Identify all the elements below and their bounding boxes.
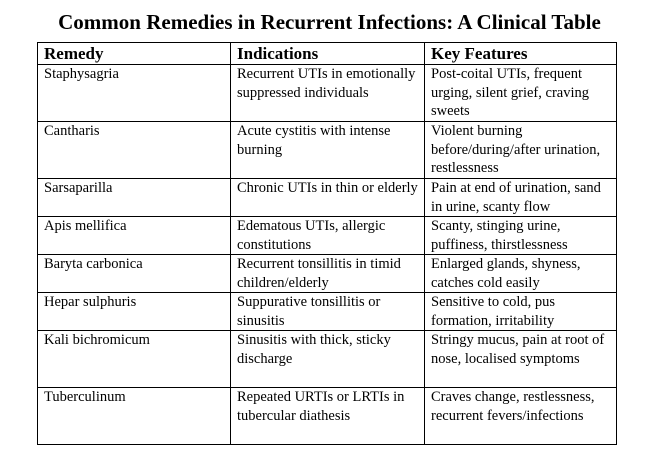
- indications-cell: Recurrent UTIs in emotionally suppressed individuals: [231, 65, 425, 122]
- indications-cell: Sinusitis with thick, sticky discharge: [231, 331, 425, 388]
- document-title: Common Remedies in Recurrent Infections: A Clinical Table: [58, 10, 601, 34]
- indications-cell: Suppurative tonsillitis or sinusitis: [231, 293, 425, 331]
- table-row: [38, 331, 617, 388]
- remedy-cell: Tuberculinum: [38, 388, 231, 445]
- features-cell: Post-coital UTIs, frequent urging, silent grief, craving sweets: [425, 65, 617, 122]
- table-header-row: [38, 43, 617, 65]
- remedy-cell: Baryta carbonica: [38, 255, 231, 293]
- indications-cell: Chronic UTIs in thin or elderly: [231, 179, 425, 217]
- table-row: [38, 65, 617, 122]
- table-row: [38, 179, 617, 217]
- remedy-cell: Staphysagria: [38, 65, 231, 122]
- header-indications: Indications: [231, 43, 425, 65]
- header-remedy: Remedy: [38, 43, 231, 65]
- remedy-cell: Apis mellifica: [38, 217, 231, 255]
- remedy-cell: Hepar sulphuris: [38, 293, 231, 331]
- features-cell: Scanty, stinging urine, puffiness, thirstlessness: [425, 217, 617, 255]
- features-cell: Stringy mucus, pain at root of nose, localised symptoms: [425, 331, 617, 388]
- remedy-cell: Cantharis: [38, 122, 231, 179]
- indications-cell: Recurrent tonsillitis in timid children/elderly: [231, 255, 425, 293]
- features-cell: Pain at end of urination, sand in urine, scanty flow: [425, 179, 617, 217]
- indications-cell: Acute cystitis with intense burning: [231, 122, 425, 179]
- remedies-table: [37, 42, 617, 445]
- features-cell: Enlarged glands, shyness, catches cold easily: [425, 255, 617, 293]
- indications-cell: Edematous UTIs, allergic constitutions: [231, 217, 425, 255]
- features-cell: Violent burning before/during/after urination, restlessness: [425, 122, 617, 179]
- features-cell: Sensitive to cold, pus formation, irritability: [425, 293, 617, 331]
- remedy-cell: Sarsaparilla: [38, 179, 231, 217]
- indications-cell: Repeated URTIs or LRTIs in tubercular diathesis: [231, 388, 425, 445]
- header-key-features: Key Features: [425, 43, 617, 65]
- table-row: [38, 122, 617, 179]
- remedy-cell: Kali bichromicum: [38, 331, 231, 388]
- table-row: [38, 293, 617, 331]
- table-row: [38, 255, 617, 293]
- table-row: [38, 388, 617, 445]
- table-row: [38, 217, 617, 255]
- features-cell: Craves change, restlessness, recurrent fevers/infections: [425, 388, 617, 445]
